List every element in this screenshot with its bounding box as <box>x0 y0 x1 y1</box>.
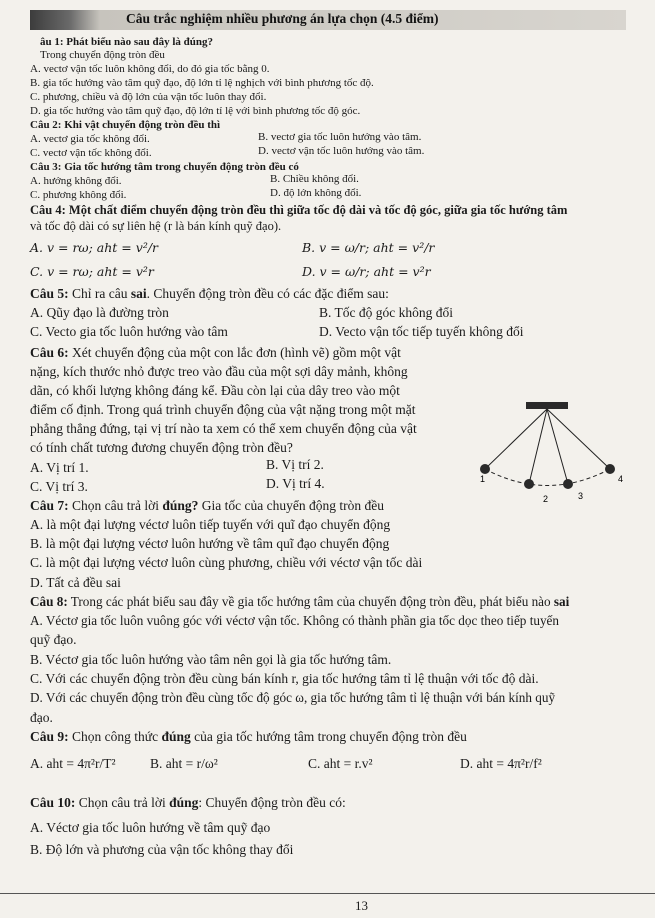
q8-option-d-line2: đạo. <box>30 710 53 725</box>
q8-stem: Câu 8: Trong các phát biểu sau đây về gia tốc hướng tâm của chuyển động tròn đều, phát biểu nào sai <box>30 594 570 609</box>
q2-stem: Câu 2: Khi vật chuyển động tròn đều thì <box>30 119 221 131</box>
q2-option-c: C. vectơ vận tốc không đổi. <box>30 147 152 159</box>
section-header <box>30 10 626 30</box>
q5-option-d: D. Vecto vận tốc tiếp tuyến không đổi <box>319 324 524 339</box>
q6-stem-line1: Câu 6: Xét chuyển động của một con lắc đơn (hình vẽ) gồm một vật <box>30 345 401 360</box>
q5-option-b: B. Tốc độ góc không đổi <box>319 305 453 320</box>
q7-option-a: A. là một đại lượng véctơ luôn tiếp tuyến với quĩ đạo chuyển động <box>30 517 391 532</box>
q4-option-a: A. v = rω; aht = v²/r <box>30 240 159 255</box>
q10-stem: Câu 10: Chọn câu trả lời đúng: Chuyển động tròn đều có: <box>30 795 346 810</box>
q3-option-a: A. hướng không đổi. <box>30 175 122 187</box>
footer-divider <box>0 893 655 894</box>
q1-option-a: A. vectơ vận tốc luôn không đổi, do đó gia tốc bằng 0. <box>30 63 270 75</box>
q9-stem: Câu 9: Chọn công thức đúng của gia tốc hướng tâm trong chuyển động tròn đều <box>30 729 467 744</box>
q9-option-c: C. aht = r.v² <box>308 756 373 771</box>
bob-position-2 <box>524 479 534 489</box>
q4-option-c: C. v = rω; aht = v²r <box>30 264 154 279</box>
q1-intro: Trong chuyển động tròn đều <box>40 49 165 61</box>
q9-option-d: D. aht = 4π²r/f² <box>460 756 542 771</box>
q6-option-c: C. Vị trí 3. <box>30 479 88 494</box>
q6-option-b: B. Vị trí 2. <box>266 457 324 472</box>
q7-option-b: B. là một đại lượng véctơ luôn hướng về tâm quĩ đạo chuyển động <box>30 536 390 551</box>
q6-stem-line3: dãn, có khối lượng không đáng kể. Đầu còn lại của dây treo vào một <box>30 383 400 398</box>
q10-option-a: A. Véctơ gia tốc luôn hướng về tâm quỹ đạo <box>30 820 271 835</box>
q2-option-b: B. vectơ gia tốc luôn hướng vào tâm. <box>258 131 422 143</box>
q6-option-d: D. Vị trí 4. <box>266 476 325 491</box>
q6-stem-line2: nặng, kích thước nhỏ được treo vào đầu của một sợi dây mảnh, không <box>30 364 408 379</box>
q10-option-b: B. Độ lớn và phương của vận tốc không thay đổi <box>30 842 294 857</box>
q7-option-d: D. Tất cả đều sai <box>30 575 121 590</box>
bob-position-1 <box>480 464 490 474</box>
q3-option-d: D. độ lớn không đổi. <box>270 187 362 199</box>
q4-option-d: D. v = ω/r; aht = v²r <box>302 264 431 279</box>
q6-stem-line4: điểm cố định. Trong quá trình chuyển động của vật nặng trong một mặt <box>30 402 416 417</box>
pendulum-string-1 <box>485 409 547 469</box>
section-title: Câu trắc nghiệm nhiều phương án lựa chọn (4.5 điểm) <box>126 11 439 26</box>
pendulum-arc <box>485 469 610 486</box>
q9-option-a: A. aht = 4π²r/T² <box>30 756 116 771</box>
q5-option-a: A. Qũy đạo là đường tròn <box>30 305 169 320</box>
q9-option-b: B. aht = r/ω² <box>150 756 218 771</box>
q4-option-b: B. v = ω/r; aht = v²/r <box>302 240 435 255</box>
q2-option-a: A. vectơ gia tốc không đổi. <box>30 133 150 145</box>
page-number: 13 <box>355 898 368 913</box>
q3-option-b: B. Chiều không đổi. <box>270 173 359 185</box>
pendulum-figure <box>470 402 624 512</box>
q6-stem-line6: có tính chất tương đương chuyển động tròn đều? <box>30 440 293 455</box>
q1-option-d: D. gia tốc hướng vào tâm quỹ đạo, độ lớn tỉ lệ với bình phương tốc độ góc. <box>30 105 361 117</box>
bob-position-3 <box>563 479 573 489</box>
pendulum-string-4 <box>547 409 610 469</box>
q6-option-a: A. Vị trí 1. <box>30 460 89 475</box>
label-position-1: 1 <box>480 474 486 484</box>
q3-stem: Câu 3: Gia tốc hướng tâm trong chuyển động tròn đều có <box>30 161 299 173</box>
q2-option-d: D. vectơ vận tốc luôn hướng vào tâm. <box>258 145 425 157</box>
q8-option-a-line1: A. Véctơ gia tốc luôn vuông góc với véctơ vận tốc. Không có thành phần gia tốc dọc theo tiếp tuyến <box>30 613 560 628</box>
q7-stem: Câu 7: Chọn câu trả lời đúng? Gia tốc của chuyển động tròn đều <box>30 498 384 513</box>
label-position-2: 2 <box>543 494 549 504</box>
q6-stem-line5: phẳng thẳng đứng, tại vị trí nào ta xem có thể xem chuyển động của vật <box>30 421 417 436</box>
q8-option-b: B. Véctơ gia tốc luôn hướng vào tâm nên gọi là gia tốc hướng tâm. <box>30 652 392 667</box>
pendulum-string-2 <box>529 409 547 484</box>
q5-stem: Câu 5: Chỉ ra câu sai. Chuyển động tròn đều có các đặc điểm sau: <box>30 286 389 301</box>
q7-option-c: C. là một đại lượng véctơ luôn cùng phương, chiều với véctơ vận tốc dài <box>30 555 423 570</box>
q4-stem-line2: và tốc độ dài có sự liên hệ (r là bán kính quỹ đạo). <box>30 219 282 233</box>
q8-option-c: C. Với các chuyển động tròn đều cùng bán kính r, gia tốc hướng tâm tỉ lệ thuận với tốc độ dài. <box>30 671 539 686</box>
bob-position-4 <box>605 464 615 474</box>
label-position-4: 4 <box>618 474 624 484</box>
q8-option-a-line2: quỹ đạo. <box>30 632 77 647</box>
q1-option-c: C. phương, chiều và độ lớn của vận tốc luôn thay đổi. <box>30 91 267 103</box>
q4-stem-line1: Câu 4: Một chất điểm chuyển động tròn đều thì giữa tốc độ dài và tốc độ góc, giữa gia tốc hướng tâm <box>30 203 568 217</box>
label-position-3: 3 <box>578 491 584 501</box>
pendulum-string-3 <box>547 409 568 484</box>
q1-stem: âu 1: Phát biểu nào sau đây là đúng? <box>40 36 213 48</box>
q5-option-c: C. Vecto gia tốc luôn hướng vào tâm <box>30 324 228 339</box>
q1-option-b: B. gia tốc hướng vào tâm quỹ đạo, độ lớn tỉ lệ nghịch với bình phương tốc độ. <box>30 77 374 89</box>
pendulum-support <box>526 402 568 409</box>
q8-option-d-line1: D. Với các chuyển động tròn đều cùng tốc độ góc ω, gia tốc hướng tâm tỉ lệ thuận với bán kính quỹ <box>30 690 556 705</box>
q3-option-c: C. phương không đổi. <box>30 189 127 201</box>
